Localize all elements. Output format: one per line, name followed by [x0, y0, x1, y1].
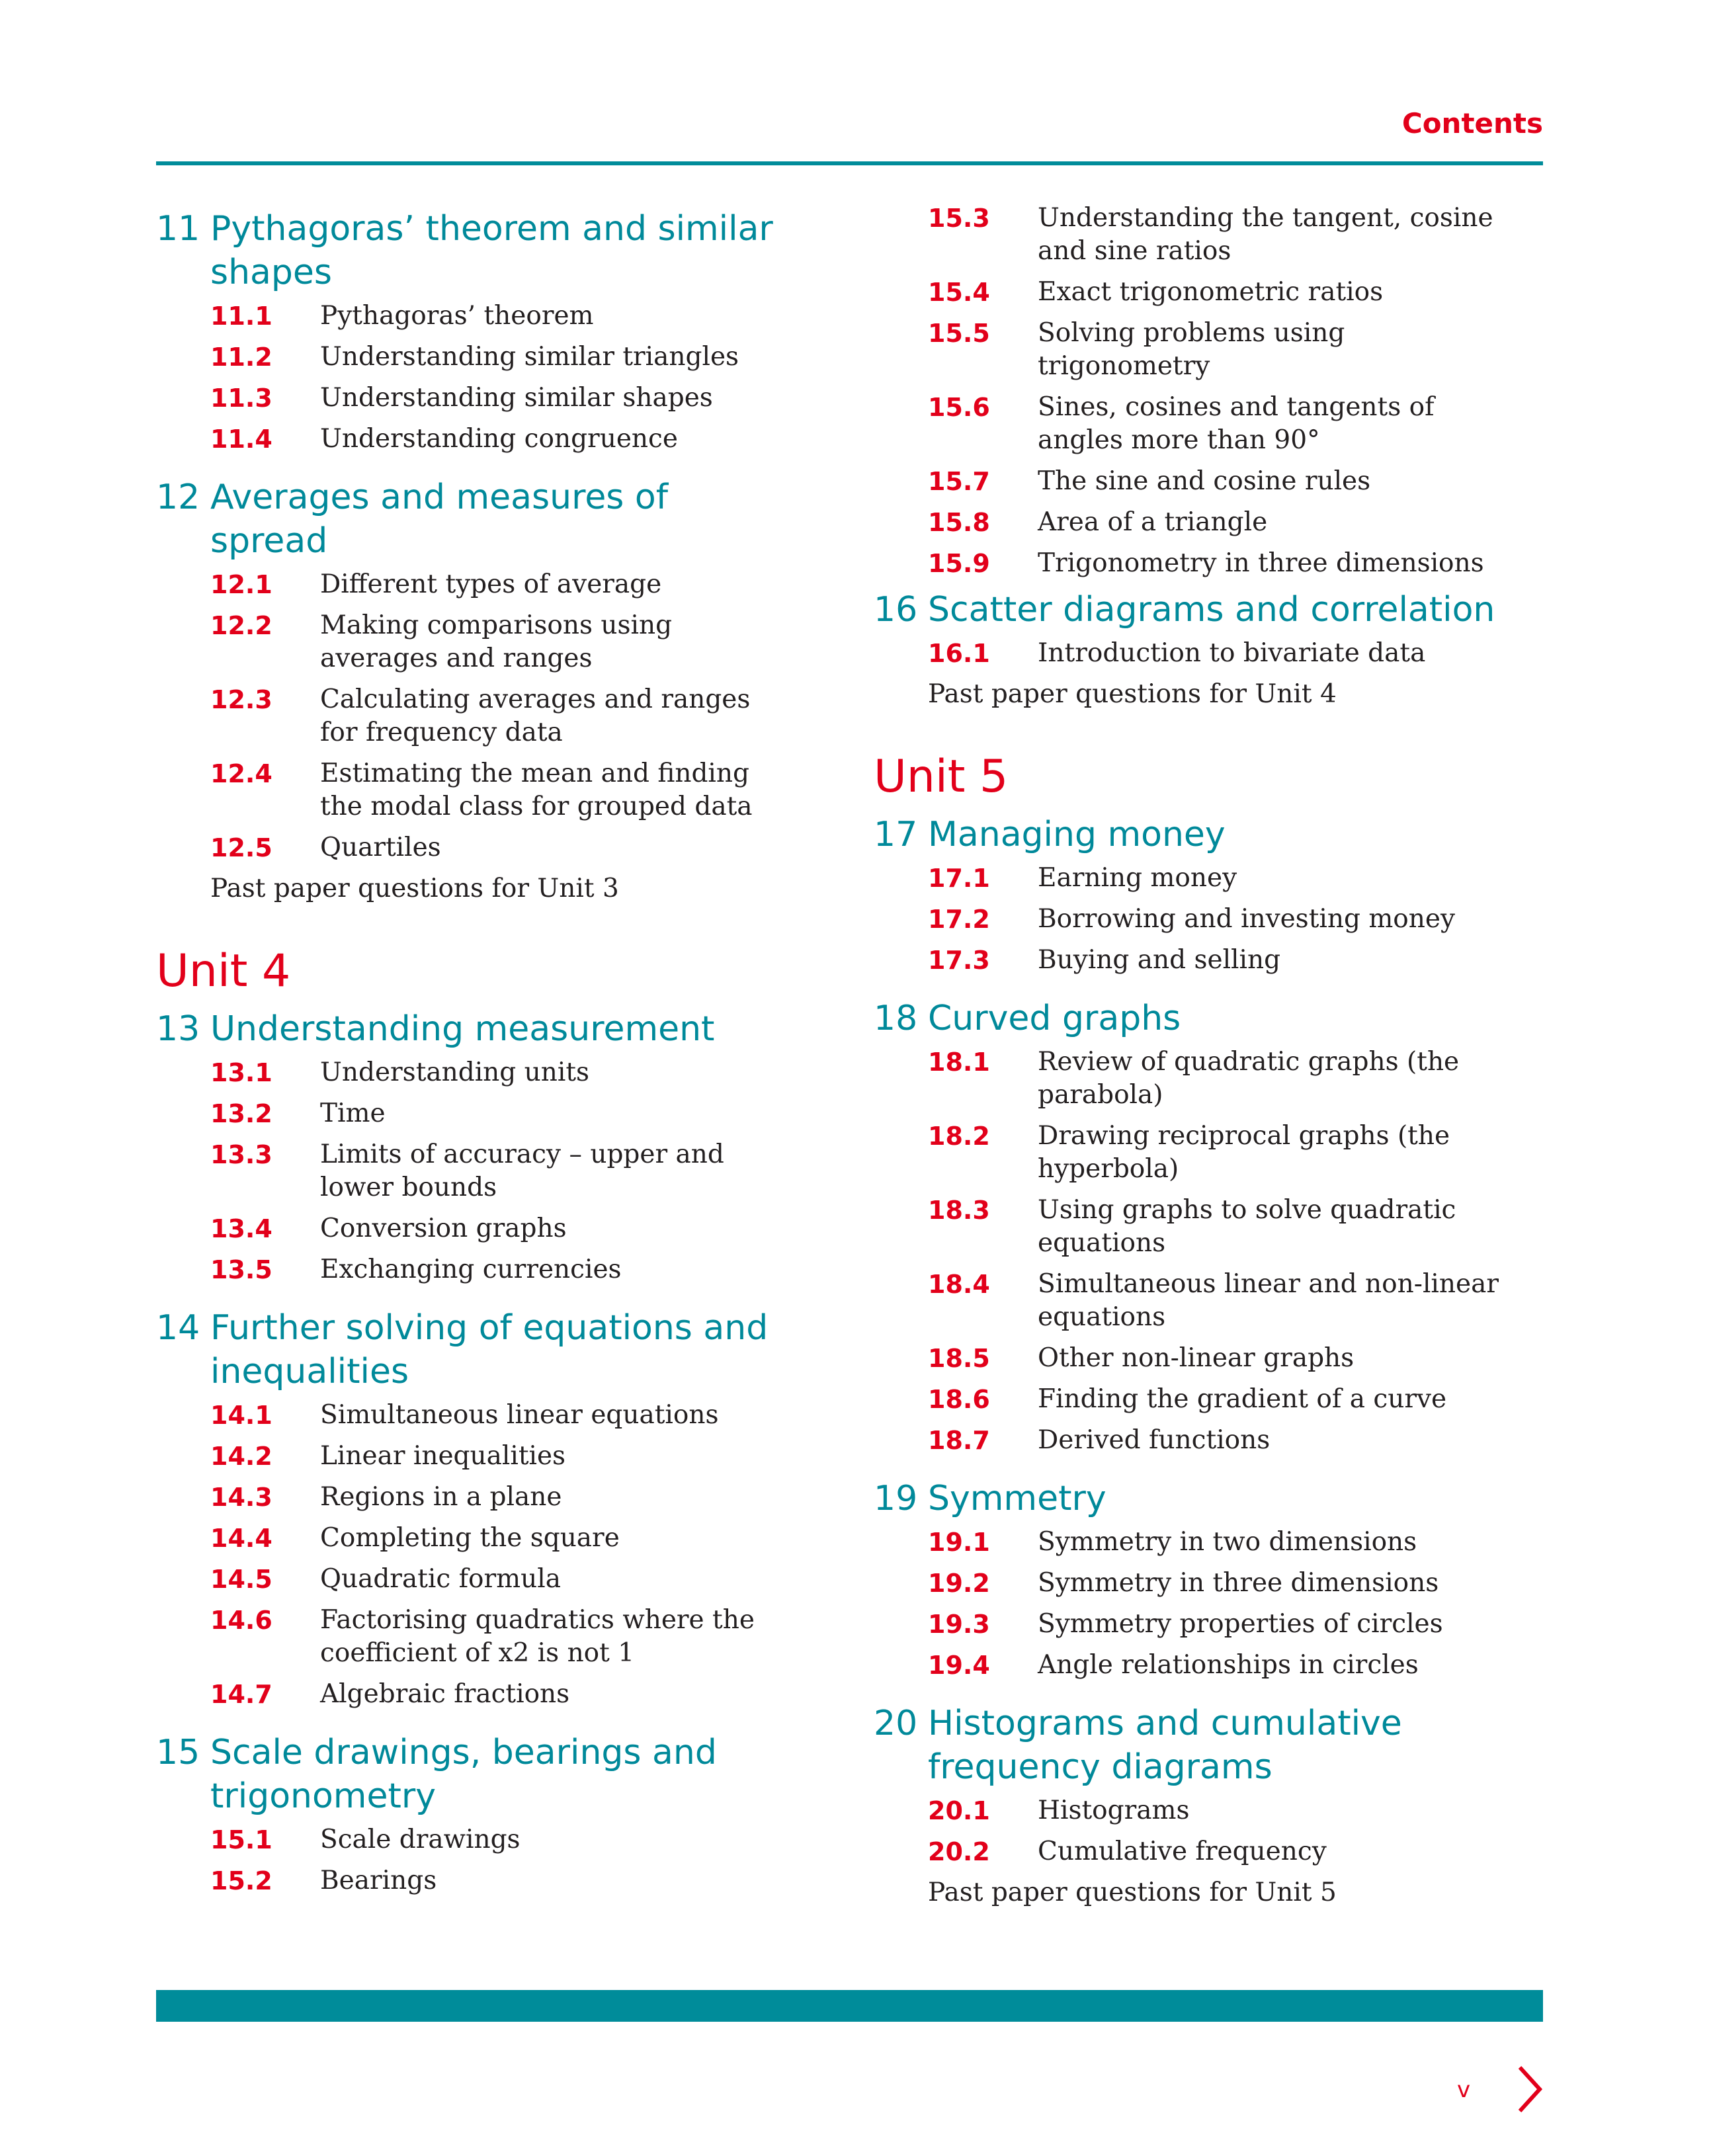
section-title: Review of quadratic graphs (the parabola): [1038, 1047, 1460, 1110]
section-title: Simultaneous linear and non-linear equations: [1038, 1269, 1499, 1332]
toc-section-15-2[interactable]: [210, 1864, 791, 1897]
continued-sections: [874, 202, 1509, 580]
section-title: The sine and cosine rules: [1038, 466, 1371, 496]
chapter-title: Histograms and cumulative frequency diagrams: [928, 1704, 1402, 1787]
toc-section-18-6[interactable]: [928, 1383, 1509, 1416]
section-number: 15.5: [928, 319, 990, 348]
section-number: 18.2: [928, 1122, 990, 1151]
section-number: 13.2: [210, 1099, 272, 1128]
section-number: 18.5: [928, 1344, 990, 1373]
section-title: Other non-linear graphs: [1038, 1343, 1355, 1373]
section-title: Symmetry properties of circles: [1038, 1609, 1443, 1639]
toc-section-19-1[interactable]: [928, 1526, 1509, 1559]
toc-section-13-4[interactable]: [210, 1212, 791, 1245]
section-title: Calculating averages and ranges for frequency data: [320, 684, 751, 747]
chapter-number: 19: [874, 1479, 918, 1518]
section-title: Making comparisons using averages and ranges: [320, 610, 673, 673]
section-title: Earning money: [1038, 863, 1237, 893]
left-chapter-list-a: [156, 207, 791, 864]
section-number: 16.1: [928, 639, 990, 668]
chapter-number: 16: [874, 590, 918, 630]
section-title: Exact trigonometric ratios: [1038, 277, 1384, 307]
section-title: Regions in a plane: [320, 1482, 562, 1512]
running-head: Contents: [1401, 107, 1543, 140]
section-number: 18.3: [928, 1196, 990, 1225]
toc-chapter-11[interactable]: [156, 207, 791, 294]
section-number: 12.3: [210, 685, 272, 714]
section-title: Derived functions: [1038, 1425, 1271, 1455]
section-title: Histograms: [1038, 1796, 1190, 1825]
section-number: 14.6: [210, 1606, 272, 1635]
toc-section-11-4[interactable]: [210, 423, 791, 456]
section-number: 12.1: [210, 570, 272, 599]
chapter-title: Symmetry: [928, 1479, 1106, 1518]
chapter-number: 15: [156, 1733, 200, 1772]
chapter-number: 17: [874, 815, 918, 854]
toc-section-18-7[interactable]: [928, 1424, 1509, 1457]
toc-section-18-5[interactable]: [928, 1342, 1509, 1375]
section-number: 15.1: [210, 1825, 272, 1854]
section-title: Understanding congruence: [320, 424, 678, 454]
toc-section-13-1[interactable]: [210, 1056, 791, 1089]
section-number: 12.5: [210, 833, 272, 862]
section-title: Pythagoras’ theorem: [320, 301, 594, 331]
section-title: Understanding similar triangles: [320, 342, 739, 372]
toc-chapter-19[interactable]: [874, 1477, 1509, 1520]
toc-section-19-4[interactable]: [928, 1649, 1509, 1682]
toc-section-19-3[interactable]: [928, 1608, 1509, 1641]
toc-section-12-5[interactable]: [210, 831, 791, 864]
toc-section-14-3[interactable]: [210, 1481, 791, 1514]
section-number: 17.1: [928, 864, 990, 893]
section-title: Angle relationships in circles: [1038, 1650, 1419, 1680]
section-title: Solving problems using trigonometry: [1038, 318, 1345, 381]
section-number: 14.1: [210, 1401, 272, 1430]
chapter-number: 18: [874, 999, 918, 1038]
toc-section-14-7[interactable]: [210, 1678, 791, 1711]
toc-chapter-16[interactable]: [874, 588, 1509, 632]
toc-section-15-6[interactable]: [928, 391, 1509, 457]
section-title: Factorising quadratics where the coefficient of x2 is not 1: [320, 1605, 755, 1668]
unit-4-heading[interactable]: Unit 4: [156, 945, 291, 997]
toc-section-15-3[interactable]: [928, 202, 1509, 268]
left-chapter-list-b: [156, 1007, 791, 1897]
bottom-bar: [156, 1990, 1543, 2022]
contents-left-column: [156, 202, 791, 1905]
section-title: Conversion graphs: [320, 1214, 567, 1243]
toc-chapter-13[interactable]: [156, 1007, 791, 1051]
section-title: Borrowing and investing money: [1038, 904, 1456, 934]
toc-chapter-20[interactable]: [874, 1702, 1509, 1789]
toc-section-15-8[interactable]: [928, 506, 1509, 539]
section-title: Trigonometry in three dimensions: [1038, 548, 1484, 578]
toc-section-12-2[interactable]: [210, 609, 791, 675]
section-number: 11.4: [210, 425, 272, 454]
section-number: 17.3: [928, 946, 990, 975]
section-title: Time: [320, 1099, 386, 1128]
toc-section-11-2[interactable]: [210, 341, 791, 374]
chapter-number: 20: [874, 1704, 918, 1743]
section-number: 14.2: [210, 1442, 272, 1471]
section-title: Estimating the mean and finding the modal class for grouped data: [320, 759, 753, 821]
toc-section-19-2[interactable]: [928, 1567, 1509, 1600]
section-number: 13.3: [210, 1140, 272, 1169]
section-title: Linear inequalities: [320, 1441, 566, 1471]
toc-section-14-2[interactable]: [210, 1440, 791, 1473]
section-number: 11.3: [210, 384, 272, 413]
contents-right-column: [874, 202, 1509, 1909]
section-title: Different types of average: [320, 569, 662, 599]
chapter-number: 14: [156, 1308, 200, 1348]
toc-chapter-12[interactable]: [156, 476, 791, 563]
toc-section-17-3[interactable]: [928, 944, 1509, 977]
toc-section-12-3[interactable]: [210, 683, 791, 749]
section-number: 18.1: [928, 1048, 990, 1077]
section-number: 12.4: [210, 759, 272, 788]
section-number: 20.1: [928, 1796, 990, 1825]
section-title: Quadratic formula: [320, 1564, 561, 1594]
section-number: 15.7: [928, 467, 990, 496]
section-title: Symmetry in three dimensions: [1038, 1568, 1439, 1598]
section-number: 14.4: [210, 1524, 272, 1553]
section-number: 20.2: [928, 1837, 990, 1866]
section-number: 19.3: [928, 1610, 990, 1639]
top-rule: [156, 161, 1543, 165]
toc-section-16-1[interactable]: [928, 637, 1509, 670]
chapter-title: Understanding measurement: [210, 1009, 715, 1049]
chapter-title: Pythagoras’ theorem and similar shapes: [210, 209, 773, 292]
past-paper-unit-3[interactable]: Past paper questions for Unit 3: [210, 874, 619, 903]
section-title: Completing the square: [320, 1523, 620, 1553]
page-number: v: [1457, 2077, 1471, 2103]
section-title: Algebraic fractions: [320, 1679, 570, 1709]
section-number: 19.1: [928, 1528, 990, 1557]
toc-chapter-18[interactable]: [874, 997, 1509, 1040]
toc-section-12-4[interactable]: [210, 757, 791, 823]
section-title: Understanding the tangent, cosine and sine ratios: [1038, 203, 1493, 266]
section-title: Area of a triangle: [1038, 507, 1268, 537]
section-number: 15.4: [928, 278, 990, 307]
section-title: Understanding units: [320, 1057, 590, 1087]
toc-section-15-5[interactable]: [928, 317, 1509, 383]
section-number: 15.9: [928, 549, 990, 578]
section-number: 15.6: [928, 393, 990, 422]
section-title: Using graphs to solve quadratic equations: [1038, 1195, 1456, 1258]
unit-5-heading[interactable]: Unit 5: [874, 751, 1009, 803]
section-title: Introduction to bivariate data: [1038, 638, 1426, 668]
section-number: 19.2: [928, 1569, 990, 1598]
section-number: 14.5: [210, 1565, 272, 1594]
section-title: Simultaneous linear equations: [320, 1400, 719, 1430]
chapter-number: 11: [156, 209, 200, 249]
toc-section-14-1[interactable]: [210, 1399, 791, 1432]
toc-section-12-1[interactable]: [210, 568, 791, 601]
section-title: Limits of accuracy – upper and lower bounds: [320, 1140, 724, 1202]
chapter-title: Scale drawings, bearings and trigonometry: [210, 1733, 717, 1816]
toc-section-18-2[interactable]: [928, 1120, 1509, 1186]
section-number: 13.1: [210, 1058, 272, 1087]
toc-section-15-7[interactable]: [928, 465, 1509, 498]
toc-section-13-5[interactable]: [210, 1253, 791, 1286]
section-title: Understanding similar shapes: [320, 383, 713, 413]
section-title: Symmetry in two dimensions: [1038, 1527, 1417, 1557]
toc-section-20-1[interactable]: [928, 1794, 1509, 1827]
section-number: 11.2: [210, 343, 272, 372]
section-number: 19.4: [928, 1651, 990, 1680]
section-number: 18.7: [928, 1426, 990, 1455]
toc-section-11-3[interactable]: [210, 382, 791, 415]
toc-section-14-6[interactable]: [210, 1604, 791, 1670]
toc-chapter-14[interactable]: [156, 1306, 791, 1393]
section-title: Exchanging currencies: [320, 1255, 622, 1284]
toc-section-15-1[interactable]: [210, 1823, 791, 1856]
section-number: 13.4: [210, 1214, 272, 1243]
toc-section-11-1[interactable]: [210, 300, 791, 333]
section-title: Buying and selling: [1038, 945, 1281, 975]
section-title: Finding the gradient of a curve: [1038, 1384, 1447, 1414]
section-title: Scale drawings: [320, 1825, 521, 1854]
toc-section-20-2[interactable]: [928, 1835, 1509, 1868]
section-number: 15.8: [928, 508, 990, 537]
section-number: 18.6: [928, 1385, 990, 1414]
chapter-title: Scatter diagrams and correlation: [928, 590, 1495, 630]
toc-section-17-2[interactable]: [928, 903, 1509, 936]
toc-section-14-5[interactable]: [210, 1563, 791, 1596]
section-number: 18.4: [928, 1270, 990, 1299]
chapter-number: 12: [156, 477, 200, 517]
chapter-title: Further solving of equations and inequalities: [210, 1308, 769, 1391]
toc-section-15-4[interactable]: [928, 276, 1509, 309]
toc-chapter-17[interactable]: [874, 813, 1509, 856]
section-number: 14.3: [210, 1483, 272, 1512]
toc-section-17-1[interactable]: [928, 862, 1509, 895]
section-title: Cumulative frequency: [1038, 1837, 1327, 1866]
section-number: 13.5: [210, 1255, 272, 1284]
chapter-title: Managing money: [928, 815, 1226, 854]
toc-section-18-4[interactable]: [928, 1268, 1509, 1334]
toc-section-18-3[interactable]: [928, 1194, 1509, 1260]
section-title: Sines, cosines and tangents of angles more than 90°: [1038, 392, 1435, 455]
chapter-number: 13: [156, 1009, 200, 1049]
section-number: 17.2: [928, 905, 990, 934]
section-title: Drawing reciprocal graphs (the hyperbola): [1038, 1121, 1450, 1184]
toc-section-15-9[interactable]: [928, 547, 1509, 580]
section-number: 15.2: [210, 1866, 272, 1895]
chapter-title: Averages and measures of spread: [210, 477, 669, 561]
next-page-arrow-icon[interactable]: [1515, 2063, 1545, 2115]
past-paper-unit-5[interactable]: Past paper questions for Unit 5: [928, 1878, 1337, 1907]
section-title: Bearings: [320, 1866, 437, 1895]
section-title: Quartiles: [320, 833, 441, 862]
toc-section-14-4[interactable]: [210, 1522, 791, 1555]
chapter-title: Curved graphs: [928, 999, 1181, 1038]
toc-section-18-1[interactable]: [928, 1046, 1509, 1112]
right-chapter-list: [874, 813, 1509, 1868]
toc-section-13-2[interactable]: [210, 1097, 791, 1130]
section-number: 11.1: [210, 302, 272, 331]
past-paper-unit-4[interactable]: Past paper questions for Unit 4: [928, 679, 1337, 709]
section-number: 14.7: [210, 1680, 272, 1709]
chapter-16-block: [874, 588, 1509, 670]
toc-section-13-3[interactable]: [210, 1138, 791, 1204]
toc-chapter-15[interactable]: [156, 1731, 791, 1818]
section-number: 12.2: [210, 611, 272, 640]
section-number: 15.3: [928, 204, 990, 233]
